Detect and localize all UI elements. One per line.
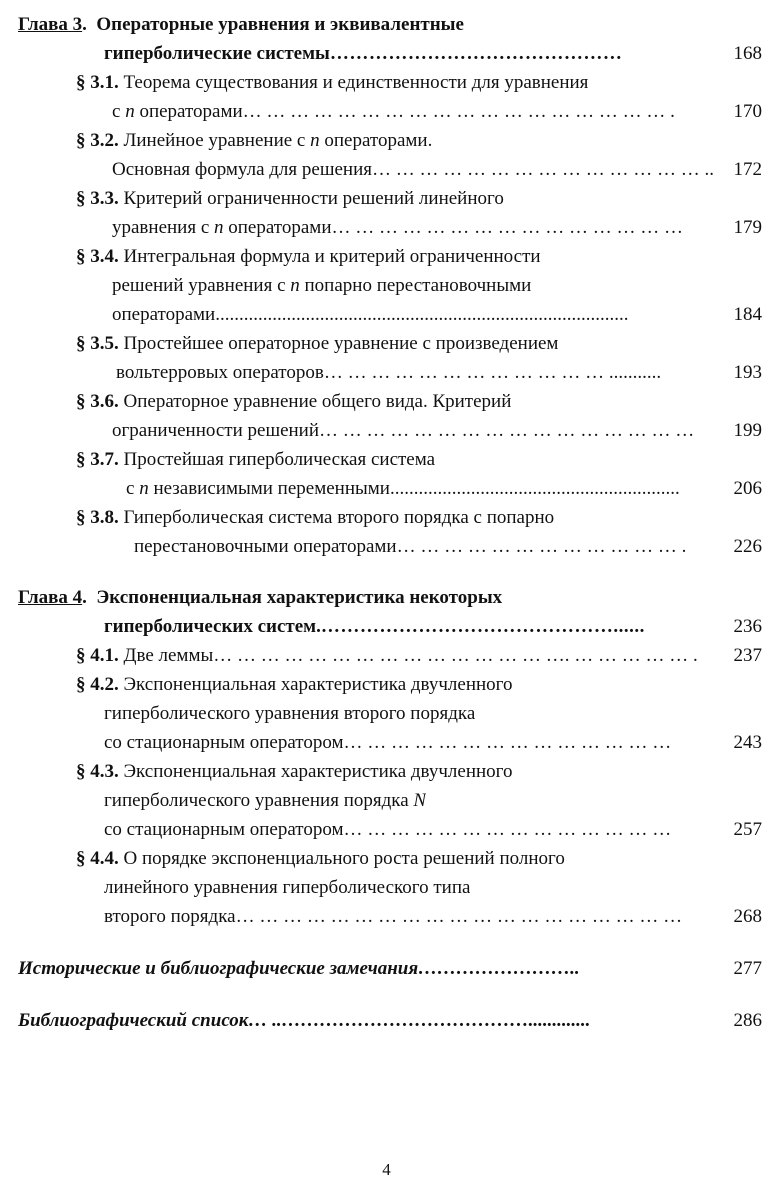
section-3-7-line2: с n независимыми переменными............................................................. (126, 478, 680, 499)
section-3-4-line1: § 3.4. Интегральная формула и критерий ограниченности (76, 246, 541, 267)
section-3-4-page: 184 (733, 304, 762, 325)
section-3-5-line1: § 3.5. Простейшее операторное уравнение с произведением (76, 333, 559, 354)
bibliography-entry: Библиографический список… ..…………………………………............. (18, 1010, 591, 1031)
section-4-2-line3: со стационарным оператором… … … … … … … … … … … … … … (104, 732, 672, 753)
section-4-4-line2: линейного уравнения гиперболического типа (104, 877, 471, 898)
chapter-3-heading: Глава 3. Операторные уравнения и эквивалентные (18, 14, 464, 35)
section-3-3-page: 179 (733, 217, 762, 238)
section-3-8-line1: § 3.8. Гиперболическая система второго порядка с попарно (76, 507, 555, 528)
section-4-2-line2: гиперболического уравнения второго порядка (104, 703, 476, 724)
section-3-4-line3: операторами....................................................................................... (112, 304, 629, 325)
section-4-3-line1: § 4.3. Экспоненциальная характеристика двучленного (76, 761, 513, 782)
section-3-6-line1: § 3.6. Операторное уравнение общего вида. Критерий (76, 391, 512, 412)
section-3-5-page: 193 (733, 362, 762, 383)
section-3-8-page: 226 (733, 536, 762, 557)
section-3-3-line1: § 3.3. Критерий ограниченности решений линейного (76, 188, 504, 209)
chapter-3-title-line2: гиперболические системы……………………………………… (104, 43, 623, 64)
page-number: 4 (382, 1160, 391, 1179)
chapter-4-label: Глава 4 (18, 587, 83, 608)
section-3-7-line1: § 3.7. Простейшая гиперболическая система (76, 449, 436, 470)
chapter-3-title-line1: Операторные уравнения и эквивалентные (96, 14, 464, 35)
section-3-6-line2: ограниченности решений… … … … … … … … … … … … … … … … (112, 420, 695, 441)
section-4-4-page: 268 (733, 906, 762, 927)
bibliography-page: 286 (733, 1010, 762, 1031)
section-4-2-page: 243 (733, 732, 762, 753)
section-3-1-line1: § 3.1. Теорема существования и единственности для уравнения (76, 72, 589, 93)
chapter-4-heading: Глава 4. Экспоненциальная характеристика некоторых (18, 587, 503, 608)
section-3-4-line2: решений уравнения с n попарно перестановочными (112, 275, 532, 296)
chapter-4-page: 236 (733, 616, 762, 637)
section-3-2-line1: § 3.2. Линейное уравнение с n операторами. (76, 130, 433, 151)
section-4-3-line2: гиперболического уравнения порядка N (104, 790, 427, 811)
section-4-4-line1: § 4.4. О порядке экспоненциального роста решений полного (76, 848, 565, 869)
chapter-4-title-line2: гиперболических систем.………………………………………...... (104, 616, 645, 637)
section-4-2-line1: § 4.2. Экспоненциальная характеристика двучленного (76, 674, 513, 695)
historical-notes-page: 277 (733, 958, 762, 979)
section-3-7-page: 206 (733, 478, 762, 499)
section-3-6-page: 199 (733, 420, 762, 441)
chapter-3-label: Глава 3 (18, 14, 83, 35)
section-3-3-line2: уравнения с n операторами… … … … … … … … … … … … … … … (112, 217, 683, 238)
section-3-8-line2: перестановочными операторами… … … … … … … … … … … … . (134, 536, 687, 557)
section-4-1-page: 237 (733, 645, 762, 666)
section-3-1-line2: с n операторами… … … … … … … … … … … … … … … … … … . (112, 101, 675, 122)
section-4-3-page: 257 (733, 819, 762, 840)
section-4-4-line3: второго порядка… … … … … … … … … … … … … … … … … … … (104, 906, 683, 927)
chapter-4-title-line1: Экспоненциальная характеристика некоторых (96, 587, 503, 608)
section-3-1-page: 170 (733, 101, 762, 122)
historical-notes-entry: Исторические и библиографические замечания…………………….. (18, 958, 580, 979)
section-3-2-line2: Основная формула для решения… … … … … … … … … … … … … … .. (112, 159, 714, 180)
section-4-1-line1: § 4.1. Две леммы… … … … … … … … … … … … … … …. … … … … … . (76, 645, 698, 666)
section-3-5-line2: вольтерровых операторов… … … … … … … … … … … … ........... (116, 362, 662, 383)
section-4-3-line3: со стационарным оператором… … … … … … … … … … … … … … (104, 819, 672, 840)
chapter-3-page: 168 (733, 43, 762, 64)
section-3-2-page: 172 (733, 159, 762, 180)
